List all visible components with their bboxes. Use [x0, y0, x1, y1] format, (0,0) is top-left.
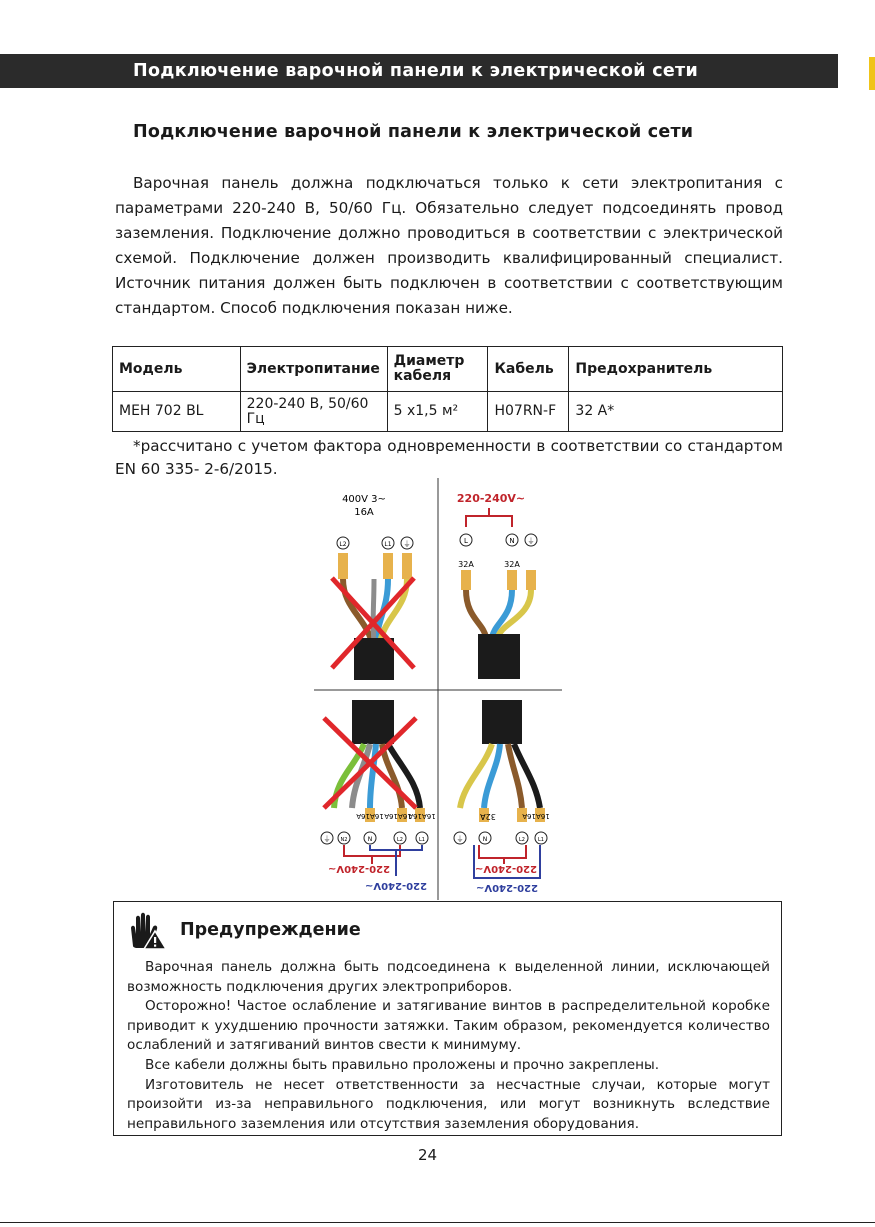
q1-supply-label: 400V 3~	[342, 494, 386, 505]
page-bottom-rule	[0, 1222, 875, 1223]
q1-cable-jacket	[354, 638, 394, 680]
col-header-cable: Кабель	[488, 347, 569, 392]
svg-text:N: N	[482, 836, 488, 843]
page-number: 24	[417, 1146, 438, 1164]
table-row	[113, 392, 783, 432]
svg-text:N2: N2	[340, 837, 348, 843]
spec-table	[112, 346, 783, 432]
q3-fuse-label-2: 16A16A	[384, 812, 412, 820]
q1-sleeve	[338, 553, 348, 579]
cell-power: 220-240 В, 50/60 Гц	[240, 392, 387, 432]
warning-paragraph: Осторожно! Частое ослабление и затягивание винтов в распределительной коробке приводит к ухудшению прочности затяжки. Таким образом, рекомендуется количество ослаблений и затягиваний винтов свести к минимуму.	[127, 998, 770, 1054]
col-header-fuse: Предохранитель	[569, 347, 783, 392]
hand-warning-icon	[127, 912, 167, 950]
q3-fuse-label-3: 16A16A	[408, 812, 436, 820]
q4-cable-jacket	[482, 700, 522, 744]
warning-paragraph: Все кабели должны быть правильно проложены и прочно закреплены.	[145, 1056, 660, 1073]
svg-text:N: N	[367, 836, 373, 843]
svg-text:N: N	[509, 537, 515, 545]
warning-paragraph: Изготовитель не несет ответственности за несчастные случаи, которые могут произойти из-за неправильного подключения, или могут возникнуть вследствие неправильного заземления или отсутствия заземления оборудования.	[127, 1076, 770, 1132]
cell-cable: H07RN-F	[488, 392, 569, 432]
svg-text:⏚: ⏚	[323, 835, 331, 843]
q2-fuse-label-l: 32A	[458, 560, 474, 569]
spec-table-header-row	[113, 347, 783, 392]
cell-fuse: 32 А*	[569, 392, 783, 432]
section-title: Подключение варочной панели к электрической сети	[133, 122, 694, 142]
col-header-diameter: Диаметр кабеля	[387, 347, 488, 392]
warning-body	[127, 958, 770, 1134]
svg-text:L1: L1	[538, 837, 544, 843]
intro-paragraph: Варочная панель должна подключаться только к сети электропитания с параметрами 220-240 В, 50/60 Гц. Обязательно следует подсоединять провод заземления. Подключение должно проводиться в соответствии с электрической схемой. Подключение должен производить квалифицированный специалист. Источник питания должен быть подключен в соответствии с соответствующим стандартом. Способ подключения показан ниже.	[115, 174, 783, 317]
wiring-diagram	[314, 478, 562, 900]
q4-fuse-label-1: 32A	[480, 812, 496, 821]
svg-text:L: L	[464, 537, 468, 545]
q2-supply-label: 220-240V~	[456, 492, 526, 505]
q1-fuse-label: 16A	[354, 507, 374, 518]
diagram-q3	[321, 700, 436, 891]
svg-text:L1: L1	[419, 837, 425, 843]
svg-text:⏚: ⏚	[403, 540, 411, 548]
cell-diameter: 5 x1,5 м²	[387, 392, 488, 432]
diagram-q1	[332, 494, 414, 680]
svg-text:⏚: ⏚	[527, 537, 535, 545]
svg-text:⏚: ⏚	[456, 835, 464, 843]
warning-box	[113, 901, 782, 1136]
svg-text:L1: L1	[384, 541, 392, 548]
q3-fuse-label-1: 16A16A	[356, 812, 384, 820]
side-tab-marker	[869, 57, 875, 90]
q2-fuse-label-n: 32A	[504, 560, 520, 569]
diagram-q2	[457, 492, 537, 679]
q3-cable-jacket	[352, 700, 394, 744]
cell-model: MEH 702 BL	[113, 392, 241, 432]
col-header-model: Модель	[113, 347, 241, 392]
q4-fuse-label-2: 16A16A	[522, 812, 550, 820]
q2-cable-jacket	[478, 634, 520, 679]
svg-text:L2: L2	[519, 837, 525, 843]
q3-supply-label-b: 220-240V~	[364, 880, 428, 891]
svg-text:L2: L2	[339, 541, 347, 548]
svg-text:L2: L2	[397, 837, 403, 843]
page-header-title: Подключение варочной панели к электрической сети	[133, 61, 699, 81]
q4-supply-label-a: 220-240V~	[474, 863, 538, 874]
q4-supply-label-b: 220-240V~	[475, 882, 539, 893]
warning-paragraph: Варочная панель должна быть подсоединена к выделенной линии, исключающей возможность подключения других электроприборов.	[127, 959, 770, 995]
footnote: *рассчитано с учетом фактора одновременности в соответствии со стандартом EN 60 335- 2-6/2015.	[115, 437, 783, 478]
warning-title: Предупреждение	[180, 920, 361, 940]
col-header-power: Электропитание	[240, 347, 387, 392]
q3-supply-label-a: 220-240V~	[327, 863, 391, 874]
page-header-bar	[0, 54, 838, 88]
diagram-q4	[454, 700, 550, 893]
